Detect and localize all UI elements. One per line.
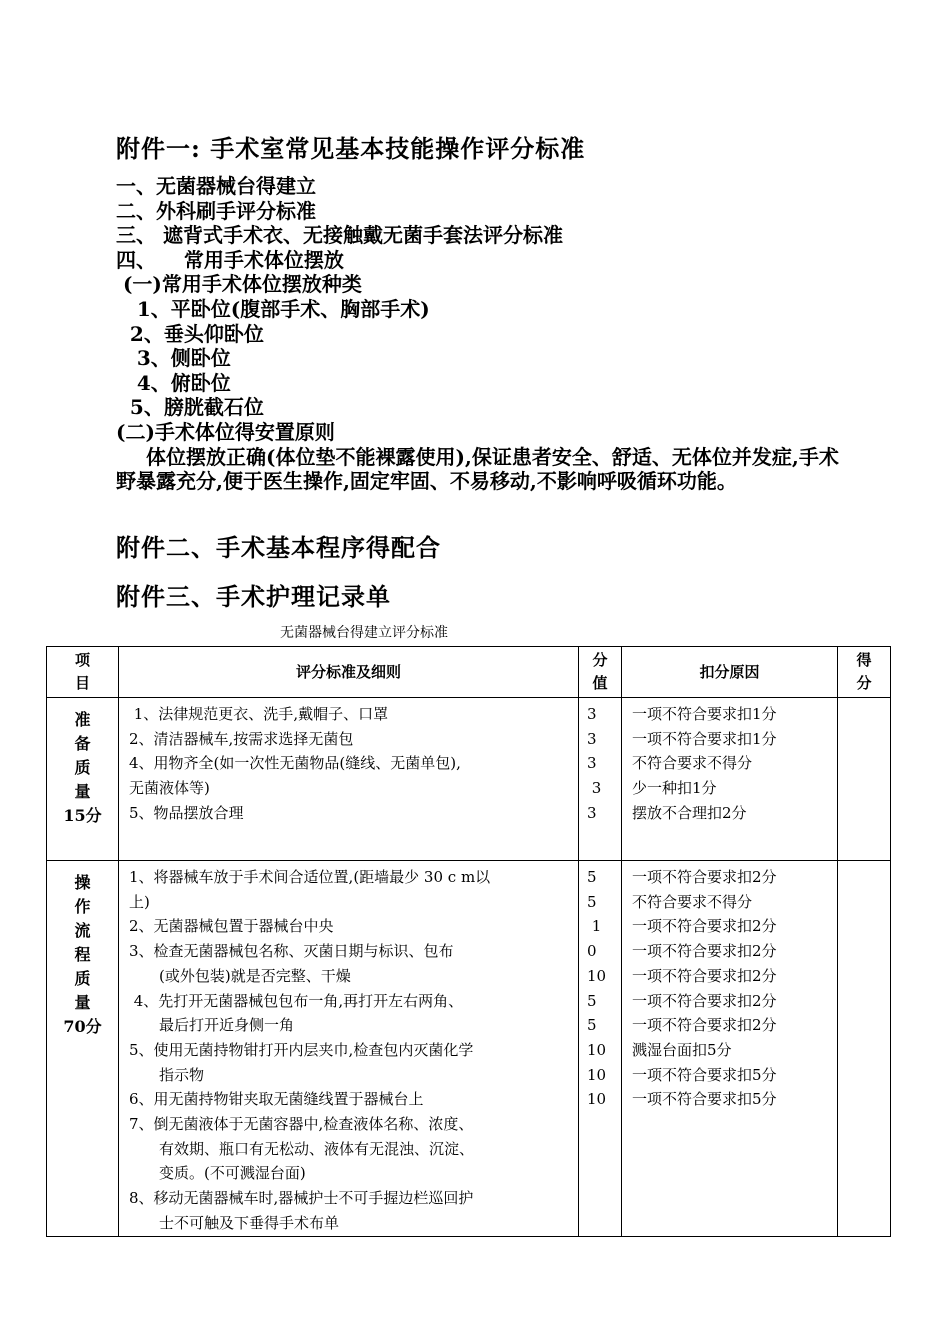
annex1-heading: 附件一: 手术室常见基本技能操作评分标准 [116,134,586,163]
header-deduction: 扣分原因 [622,647,838,698]
table-row [47,698,891,861]
outline-line: 四、 常用手术体位摆放 [116,247,344,272]
table-row [47,861,891,1237]
annex3-heading: 附件三、手术护理记录单 [116,582,391,611]
header-item: 项 目 [47,647,119,698]
category-preparation: 准 备 质 量 15分 [47,698,119,861]
table-caption: 无菌器械台得建立评分标准 [280,625,448,641]
outline-line: 3、侧卧位 [116,346,231,371]
header-criteria: 评分标准及细则 [119,647,579,698]
header-obtained: 得 分 [838,647,891,698]
outline-line: 2、垂头仰卧位 [116,321,264,346]
outline-line: 三、 遮背式手术衣、无接触戴无菌手套法评分标准 [116,223,563,248]
criteria-cell: 1、法律规范更衣、洗手,戴帽子、口罩 2、清洁器械车,按需求选择无菌包 4、用物齐全(如一次性无菌物品(缝线、无菌单包), 无菌液体等) 5、物品摆放合理 [119,698,579,861]
outline-line: 5、膀胱截石位 [116,395,264,420]
scoring-table [46,646,891,1237]
deduction-cell: 一项不符合要求扣2分 不符合要求不得分 一项不符合要求扣2分 一项不符合要求扣2分 一项不符合要求扣2分 一项不符合要求扣2分 一项不符合要求扣2分 溅湿台面扣5分 一项不符合要求扣5分 一项不符合要求扣5分 [622,861,838,1237]
category-operation: 操 作 流 程 质 量 70分 [47,861,119,1237]
outline-list [116,174,856,494]
principle-paragraph: 体位摆放正确(体位垫不能裸露使用),保证患者安全、舒适、无体位并发症,手术野暴露充分,便于医生操作,固定牢固、不易移动,不影响呼吸循环功能。 [116,444,839,494]
header-score: 分 值 [579,647,622,698]
deduction-cell: 一项不符合要求扣1分 一项不符合要求扣1分 不符合要求不得分 少一种扣1分 摆放不合理扣2分 [622,698,838,861]
outline-line: (二)手术体位得安置原则 [116,419,335,444]
obtained-cell [838,861,891,1237]
table-header-row [47,647,891,698]
outline-line: 1、平卧位(腹部手术、胸部手术) [116,296,430,321]
outline-line: (一)常用手术体位摆放种类 [116,272,362,297]
outline-line: 二、外科刷手评分标准 [116,198,316,223]
score-cell: 5 5 1 0 10 5 5 10 10 10 [579,861,622,1237]
obtained-cell [838,698,891,861]
outline-line: 一、无菌器械台得建立 [116,174,316,198]
score-cell: 3 3 3 3 3 [579,698,622,861]
outline-line: 4、俯卧位 [116,370,231,395]
annex2-heading: 附件二、手术基本程序得配合 [116,533,441,562]
criteria-cell: 1、将器械车放于手术间合适位置,(距墙最少 30 c m以 上) 2、无菌器械包置于器械台中央 3、检查无菌器械包名称、灭菌日期与标识、包布 (或外包装)就是否完整、干燥 4、先打开无菌器械包包布一角,再打开左右两角、 最后打开近身侧一角 5、使用无菌持物钳打开内层夹巾,检查包内灭菌化学 指示物 6、用无菌持物钳夹取无菌缝线置于器械台上 7、倒无菌液体于无菌容器中,检查液体名称、浓度、 有效期、瓶口有无松动、液体有无混浊、沉淀、 变质。(不可溅湿台面) 8、移动无菌器械车时,器械护士不可手握边栏巡回护 士不可触及下垂得手术布单 [119,861,579,1237]
